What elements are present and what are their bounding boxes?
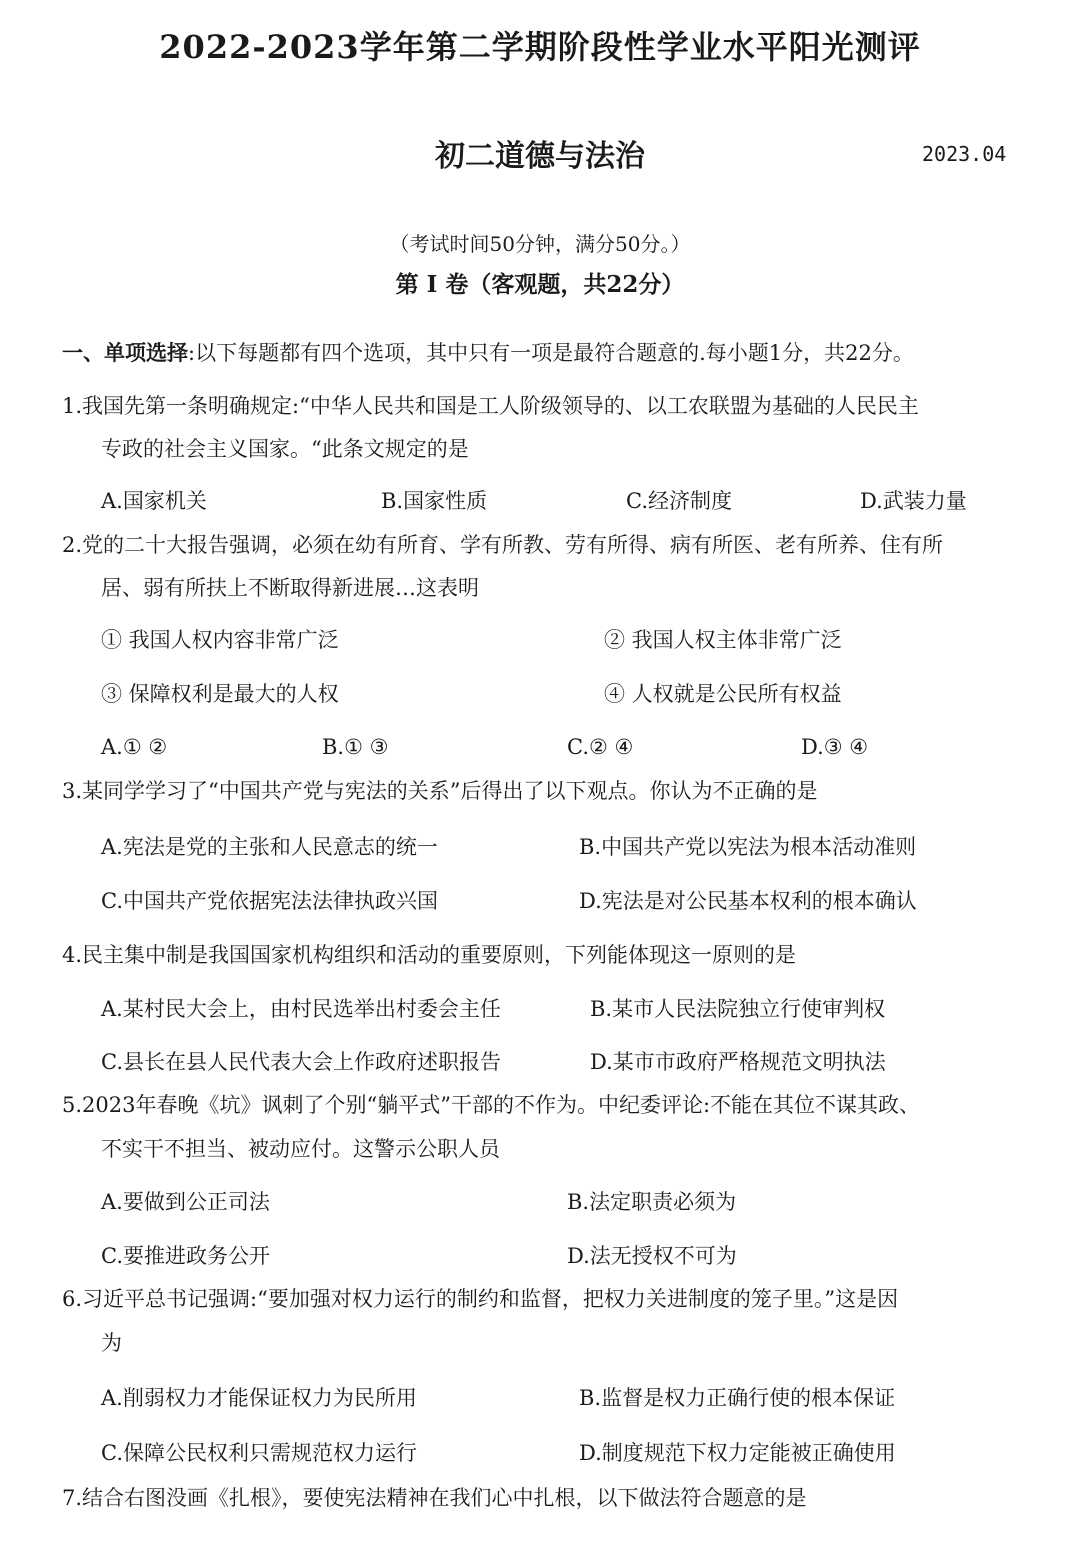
- question-2-statement-3: ③ 保障权利是最大的人权: [101, 682, 339, 706]
- question-1-option-a: A.国家机关: [101, 489, 207, 513]
- section-label: 一、单项选择: [62, 340, 188, 365]
- question-2-stem-line-1: 2.党的二十大报告强调，必须在幼有所育、学有所教、劳有所得、病有所医、老有所养、住有所: [62, 533, 944, 557]
- question-2-option-b: B.① ③: [322, 735, 389, 759]
- question-5-stem-line-2: 不实干不担当、被动应付。这警示公职人员: [101, 1137, 500, 1161]
- question-3-stem: 3.某同学学习了“中国共产党与宪法的关系”后得出了以下观点。你认为不正确的是: [62, 779, 818, 803]
- question-4-option-d: D.某市市政府严格规范文明执法: [590, 1050, 886, 1074]
- question-6-stem-line-1: 6.习近平总书记强调:“要加强对权力运行的制约和监督，把权力关进制度的笼子里。”这是因: [62, 1287, 899, 1311]
- section-instruction: [62, 339, 914, 367]
- question-4-option-b: B.某市人民法院独立行使审判权: [590, 997, 886, 1021]
- section-text: :以下每题都有四个选项，其中只有一项是最符合题意的.每小题1分，共22分。: [188, 341, 914, 365]
- question-5-option-b: B.法定职责必须为: [567, 1190, 737, 1214]
- question-1-stem-line-1: 1.我国先第一条明确规定:“中华人民共和国是工人阶级领导的、以工农联盟为基础的人民民主: [62, 394, 919, 418]
- exam-date: 2023.04: [922, 142, 1007, 166]
- question-1-option-c: C.经济制度: [626, 489, 732, 513]
- question-5-option-a: A.要做到公正司法: [101, 1190, 270, 1214]
- question-3-option-b: B.中国共产党以宪法为根本活动准则: [579, 835, 917, 859]
- question-2-statement-2: ② 我国人权主体非常广泛: [604, 628, 842, 652]
- question-4-stem: 4.民主集中制是我国国家机构组织和活动的重要原则，下列能体现这一原则的是: [62, 943, 797, 967]
- subject-title: 初二道德与法治: [435, 139, 645, 174]
- question-6-option-c: C.保障公民权利只需规范权力运行: [101, 1441, 417, 1465]
- question-2-statement-1: ① 我国人权内容非常广泛: [101, 628, 339, 652]
- question-4-option-a: A.某村民大会上，由村民选举出村委会主任: [101, 997, 501, 1021]
- question-6-option-a: A.削弱权力才能保证权力为民所用: [101, 1386, 417, 1410]
- question-3-option-c: C.中国共产党依据宪法法律执政兴国: [101, 889, 438, 913]
- question-1-option-b: B.国家性质: [381, 489, 488, 513]
- part-heading: 第 I 卷（客观题，共22分）: [395, 271, 685, 298]
- question-2-statement-4: ④ 人权就是公民所有权益: [604, 682, 842, 706]
- question-6-stem-line-2: 为: [101, 1331, 122, 1355]
- question-2-option-a: A.① ②: [101, 735, 168, 759]
- question-2-stem-line-2: 居、弱有所扶上不断取得新进展…这表明: [101, 576, 479, 600]
- question-2-option-d: D.③ ④: [801, 735, 869, 759]
- question-5-option-d: D.法无授权不可为: [567, 1244, 737, 1268]
- question-4-option-c: C.县长在县人民代表大会上作政府述职报告: [101, 1050, 501, 1074]
- question-2-option-c: C.② ④: [567, 735, 634, 759]
- question-1-stem-line-2: 专政的社会主义国家。“此条文规定的是: [101, 437, 469, 461]
- question-3-option-a: A.宪法是党的主张和人民意志的统一: [101, 835, 438, 859]
- question-6-option-b: B.监督是权力正确行使的根本保证: [579, 1386, 896, 1410]
- question-5-stem-line-1: 5.2023年春晚《坑》讽刺了个别“躺平式”干部的不作为。中纪委评论:不能在其位不谋其政、: [62, 1093, 921, 1117]
- question-1-option-d: D.武装力量: [860, 489, 967, 513]
- question-3-option-d: D.宪法是对公民基本权利的根本确认: [579, 889, 917, 913]
- question-5-option-c: C.要推进政务公开: [101, 1244, 270, 1268]
- exam-title: 2022-2023学年第二学期阶段性学业水平阳光测评: [159, 28, 921, 66]
- question-6-option-d: D.制度规范下权力定能被正确使用: [579, 1441, 896, 1465]
- exam-info: （考试时间50分钟，满分50分。）: [389, 232, 691, 256]
- question-7-stem: 7.结合右图没画《扎根》，要使宪法精神在我们心中扎根，以下做法符合题意的是: [62, 1486, 807, 1510]
